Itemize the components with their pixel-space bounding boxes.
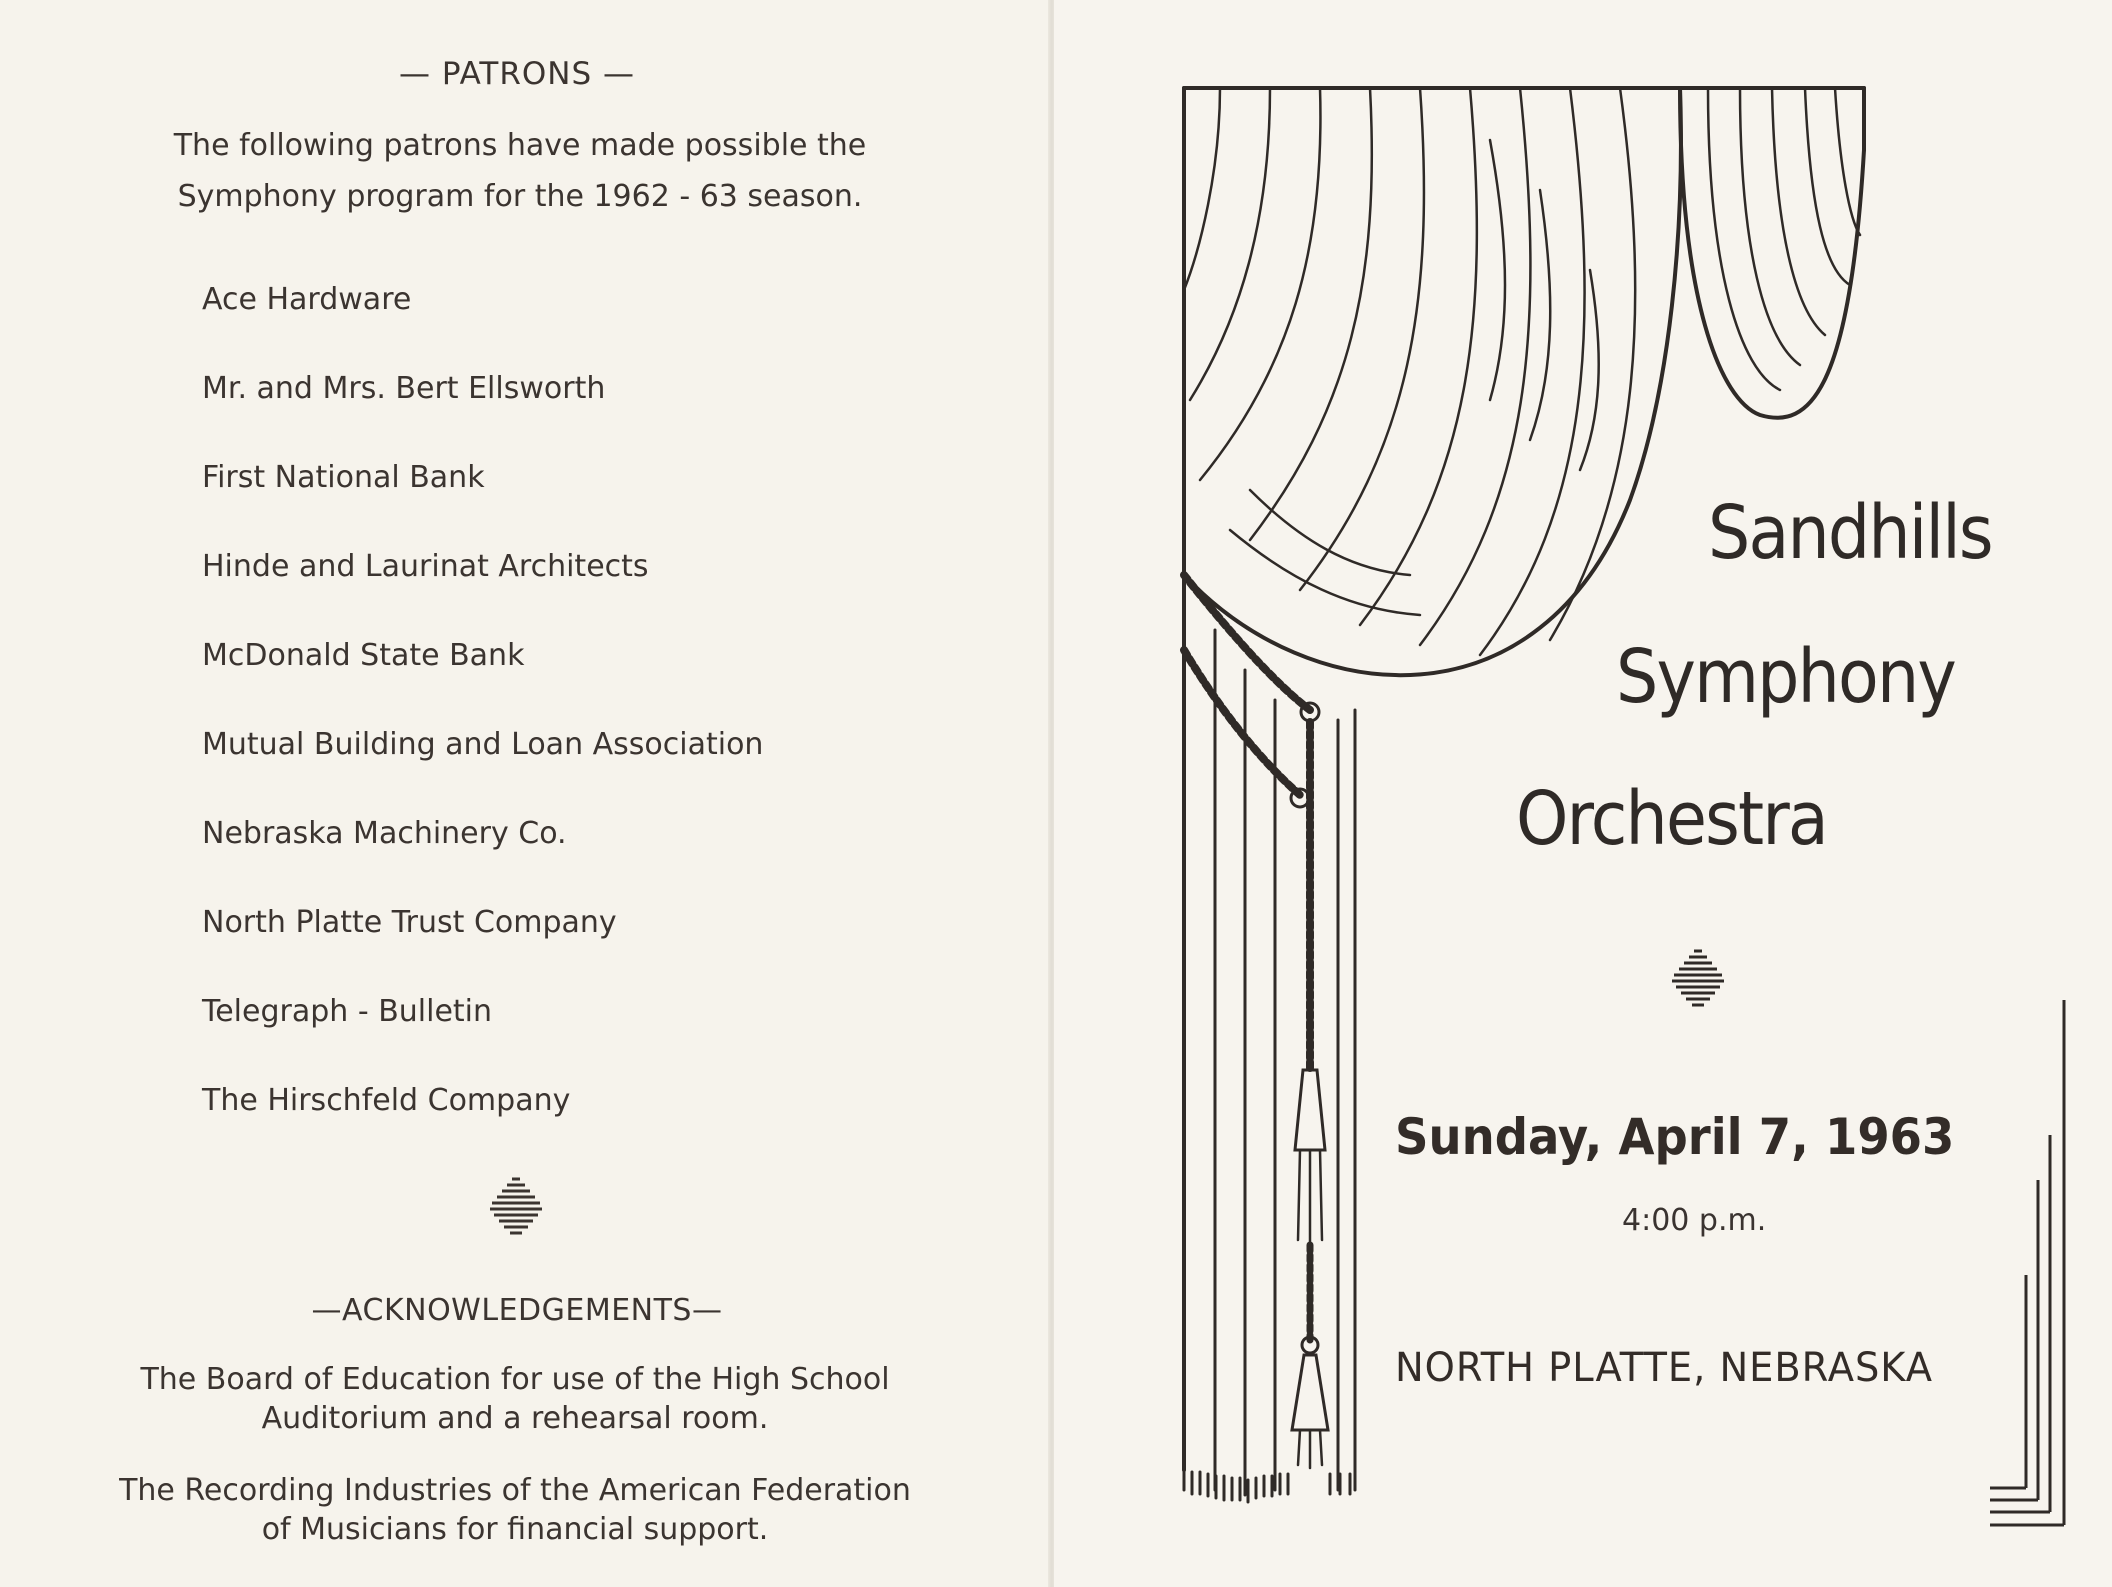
patron-item: The Hirschfeld Company [202,1083,571,1118]
title-line-symphony: Symphony [1616,634,1956,720]
left-page [0,0,1050,1587]
patron-item: Telegraph - Bulletin [202,994,493,1029]
ack-line: The Board of Education for use of the High School [140,1362,890,1397]
ack-line: Auditorium and a rehearsal room. [261,1401,769,1436]
concert-location: NORTH PLATTE, NEBRASKA [1395,1345,1934,1391]
title-line-sandhills: Sandhills [1708,490,1992,576]
patrons-heading: — PATRONS — [399,56,635,92]
acknowledgements-heading: —ACKNOWLEDGEMENTS— [311,1293,723,1328]
patron-list [202,272,763,1162]
patron-item: McDonald State Bank [202,638,525,673]
ack-line: The Recording Industries of the American Federation [119,1473,911,1508]
patron-item: Nebraska Machinery Co. [202,816,567,851]
patrons-intro-line: The following patrons have made possible the [173,128,867,163]
patron-item: North Platte Trust Company [202,905,617,940]
patron-item: Hinde and Laurinat Architects [202,549,649,584]
patron-item: Ace Hardware [202,282,412,317]
ack-line: of Musicians for financial support. [261,1512,769,1547]
diamond-ornament-icon [486,1175,546,1239]
acknowledgement-1 [60,1360,970,1438]
acknowledgement-2 [60,1471,970,1549]
patron-item: Mr. and Mrs. Bert Ellsworth [202,371,606,406]
concert-time: 4:00 p.m. [1622,1203,1767,1238]
corner-frame-lines [1990,990,2112,1530]
diamond-ornament-icon [1668,947,1728,1011]
title-line-orchestra: Orchestra [1516,776,1827,862]
concert-date: Sunday, April 7, 1963 [1395,1108,1955,1166]
patrons-intro-line: Symphony program for the 1962 - 63 season. [177,179,863,214]
patrons-intro [100,120,940,222]
patron-item: First National Bank [202,460,485,495]
patron-item: Mutual Building and Loan Association [202,727,764,762]
